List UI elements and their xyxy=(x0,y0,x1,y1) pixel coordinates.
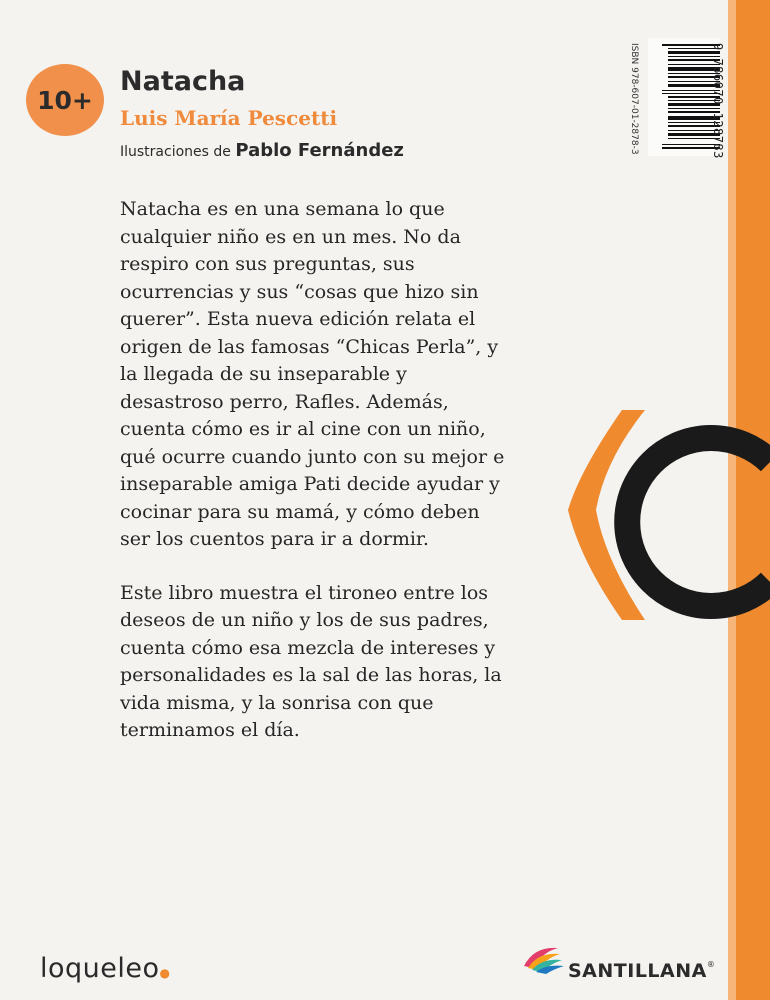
black-ring xyxy=(627,438,770,606)
author-name: Luis María Pescetti xyxy=(120,106,338,130)
book-title: Natacha xyxy=(120,66,246,97)
illustrator-name: Pablo Fernández xyxy=(235,140,404,161)
synopsis-paragraph-2: Este libro muestra el tironeo entre los deseos de un niño y los de sus padres, cuenta cómo esa mezcla de intereses y personalidades es la sal de las horas, la vida misma, y la sonrisa con que terminamos el día. xyxy=(120,581,502,741)
santillana-logo-icon xyxy=(520,940,568,980)
synopsis xyxy=(120,196,510,771)
barcode-number: 9 786070 128783 xyxy=(711,43,725,159)
trademark: ® xyxy=(706,960,716,969)
santillana-wordmark xyxy=(568,960,715,982)
illustrations-label: Ilustraciones de xyxy=(120,144,231,160)
brand-bracket-graphic xyxy=(560,400,770,630)
loqueleo-mark-icon: ● xyxy=(159,966,171,980)
age-badge: 10+ xyxy=(26,64,104,136)
illustrator-credit xyxy=(120,140,404,161)
isbn-text: ISBN 978-607-01-2878-3 xyxy=(629,43,639,155)
synopsis-paragraph-1: Natacha es en una semana lo que cualquier niño es en un mes. No da respiro con sus preguntas, sus ocurrencias y sus “cosas que hizo sin querer”. Esta nueva edición relata el origen de las famosas “Chicas Perla”, y la llegada de su inseparable y desastroso perro, Rafles. Además, cuenta cómo es ir al cine con un niño, qué ocurre cuando junto con su mejor e inseparable amiga Pati decide ayudar y cocinar para su mamá, y cómo deben ser los cuentos para ir a dormir. xyxy=(120,198,505,550)
loqueleo-logo xyxy=(40,953,171,984)
loqueleo-wordmark: loqueleo xyxy=(40,953,160,984)
santillana-name: SANTILLANA xyxy=(568,960,707,982)
